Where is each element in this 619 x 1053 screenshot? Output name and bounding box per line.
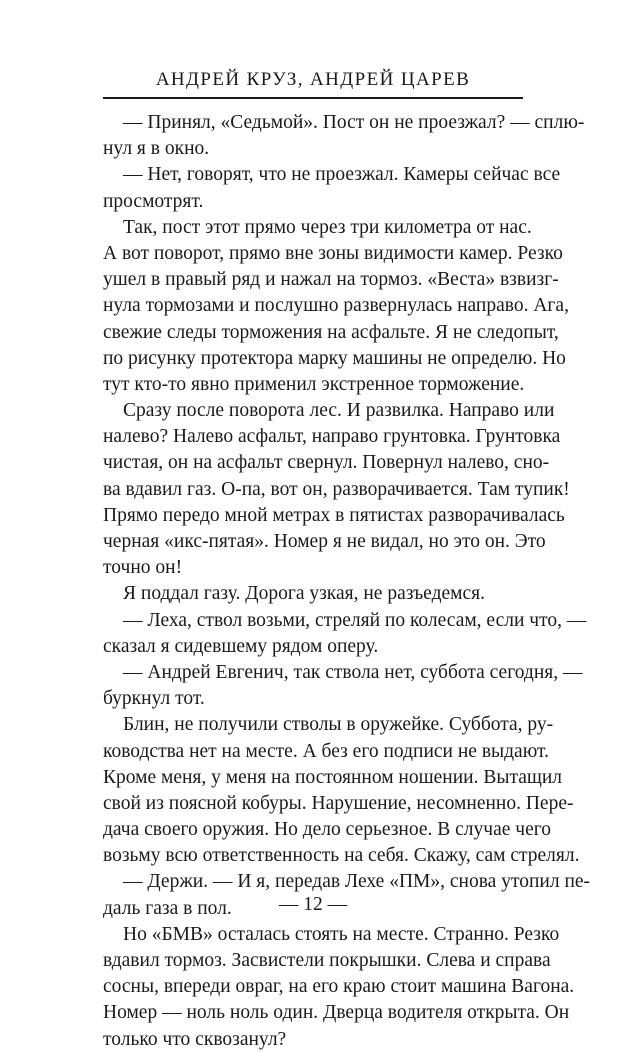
text-line: ва вдавил газ. О-па, вот он, разворачивается. Там тупик! — [103, 478, 570, 500]
text-line: — Нет, говорят, что не проезжал. Камеры сейчас все — [123, 164, 561, 186]
text-line: Кроме меня, у меня на постоянном ношении. Вытащил — [103, 766, 563, 788]
text-line: Номер — ноль ноль один. Дверца водителя открыта. Он — [103, 1002, 570, 1024]
text-line: точно он! — [103, 557, 183, 579]
text-line: — Андрей Евгенич, так ствола нет, суббота сегодня, — — [123, 661, 583, 683]
text-line: ушел в правый ряд и нажал на тормоз. «Веста» взвизг- — [103, 269, 559, 291]
text-line: Я поддал газу. Дорога узкая, не разъедемся. — [123, 583, 485, 605]
text-line: свой из поясной кобуры. Нарушение, несомненно. Пере- — [103, 792, 574, 814]
text-line: чистая, он на асфальт свернул. Повернул налево, сно- — [103, 452, 550, 474]
text-line: свежие следы торможения на асфальте. Я не следопыт, — [103, 321, 559, 343]
text-line: нул я в окно. — [103, 138, 210, 160]
text-line: сказал я сидевшему рядом оперу. — [103, 635, 379, 657]
text-line: просмотрят. — [103, 190, 204, 212]
text-line: Так, пост этот прямо через три километра от нас. — [123, 216, 532, 238]
text-line: Блин, не получили стволы в оружейке. Суббота, ру- — [123, 714, 554, 736]
text-line: буркнул тот. — [103, 688, 205, 710]
running-head: АНДРЕЙ КРУЗ, АНДРЕЙ ЦАРЕВ — [155, 69, 471, 90]
text-line: тут кто-то явно применил экстренное торможение. — [103, 373, 525, 395]
text-line: по рисунку протектора марку машины не определю. Но — [103, 347, 566, 369]
page-number: — 12 — — [278, 894, 348, 915]
text-line: А вот поворот, прямо вне зоны видимости камер. Резко — [103, 242, 563, 264]
text-line: ководства нет на месте. А без его подписи не выдают. — [103, 740, 549, 762]
text-line: — Принял, «Седьмой». Пост он не проезжал? — сплю- — [123, 112, 585, 133]
text-line: возьму всю ответственность на себя. Скажу, сам стрелял. — [103, 845, 580, 867]
text-line: — Леха, ствол возьми, стреляй по колесам, если что, — — [123, 609, 587, 631]
text-line: черная «икс-пятая». Номер я не видал, но это он. Это — [103, 531, 546, 552]
text-line: дача своего оружия. Но дело серьезное. В случае чего — [103, 819, 551, 841]
text-line: только что сквозанул? — [103, 1028, 287, 1050]
text-line: нула тормозами и послушно развернулась направо. Ага, — [103, 295, 569, 317]
text-line: Прямо передо мной метрах в пятистах разворачивалась — [103, 504, 565, 526]
text-line: — Держи. — И я, передав Лехе «ПМ», снова утопил пе- — [123, 871, 591, 893]
text-line: даль газа в пол. — [103, 897, 232, 919]
text-line: Сразу после поворота лес. И развилка. Направо или — [123, 400, 555, 422]
text-line: Но «БМВ» осталась стоять на месте. Странно. Резко — [123, 923, 560, 945]
text-line: сосны, впереди овраг, на его краю стоит машина Вагона. — [103, 976, 575, 998]
header-rule — [103, 97, 523, 99]
text-line: вдавил тормоз. Засвистели покрышки. Слева и справа — [103, 950, 551, 971]
text-line: налево? Налево асфальт, направо грунтовка. Грунтовка — [103, 426, 561, 448]
